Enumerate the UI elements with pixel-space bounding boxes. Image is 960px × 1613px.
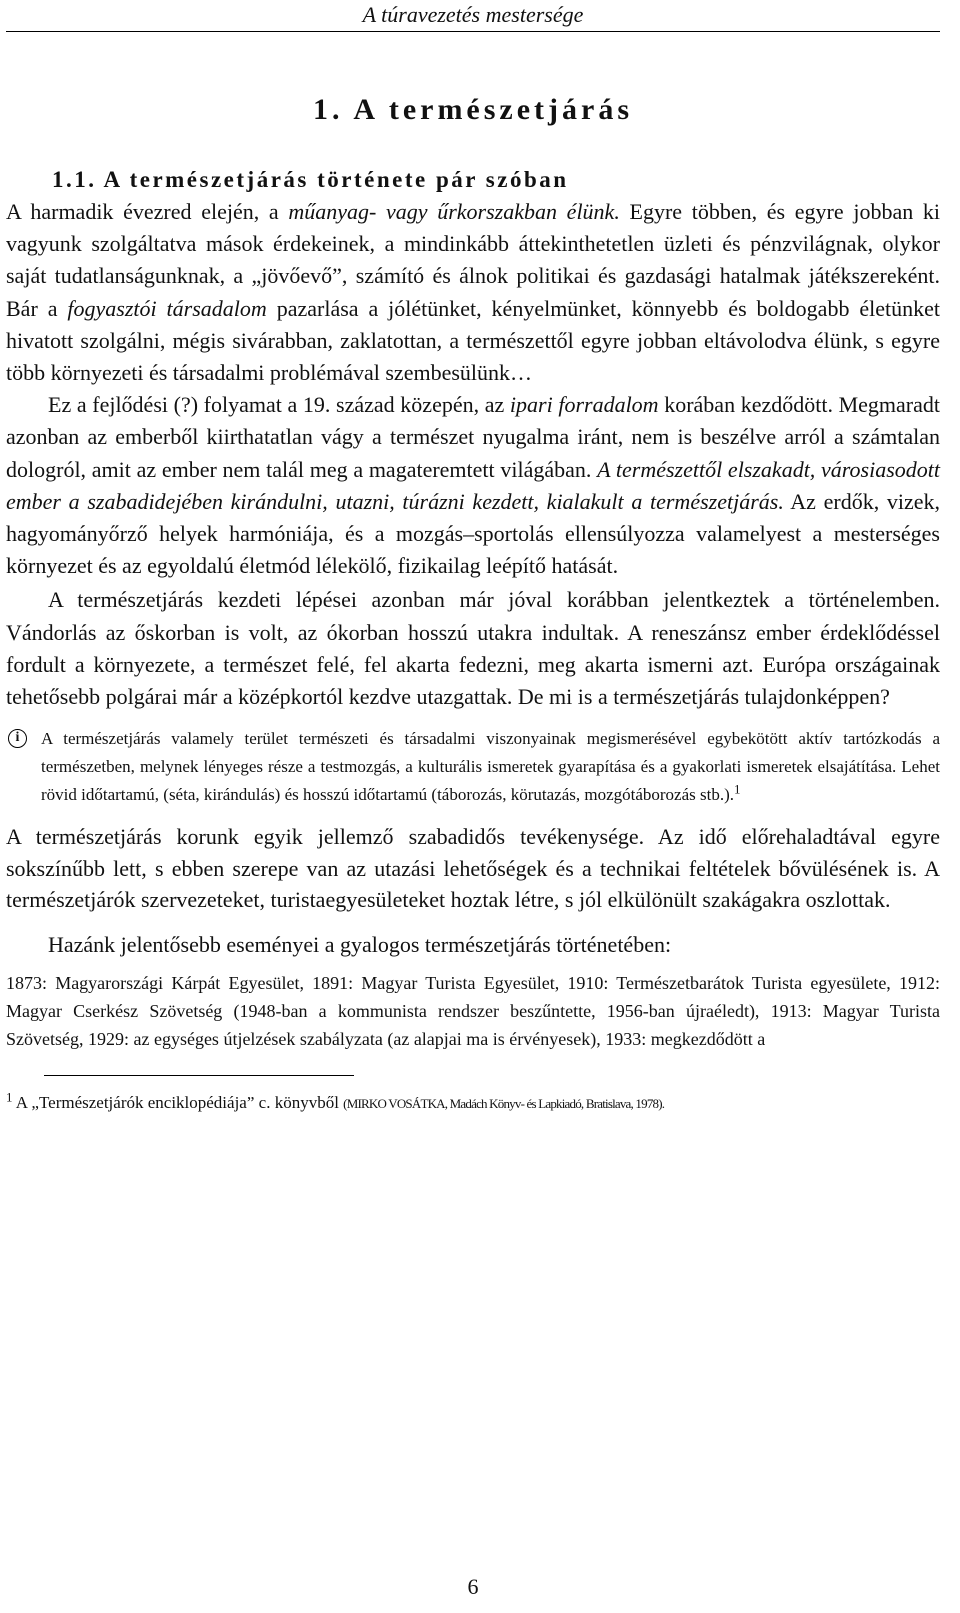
paragraph-history: A természetjárás kezdeti lépései azonban már jóval korábban jelentkeztek a történelemben. Vándorlás az őskorban is volt, az ókorban hosszú utakra indultak. A reneszánsz ember érdeklődéssel fordult a környezete, a természet felé, fel akarta fedezni, meg akarta ismerni azt. Európa országainak tehetősebb polgárai már a középkortól kezdve utazgattak. De mi is a természetjárás tulajdonképpen? (6, 587, 940, 710)
footnote (6, 1089, 940, 1115)
emphasis: műanyag- vagy űrkorszakban élünk. (288, 199, 620, 224)
footnote-divider (44, 1075, 354, 1076)
paragraph-industrial (6, 389, 940, 582)
chapter-title: 1. A természetjárás (312, 93, 634, 126)
page-number: 6 (467, 1574, 479, 1599)
text-run: Az erdők, vizek, hagyományőrző helyek harmóniája, és a mozgás–sportolás ellensúlyozza valamelyest a mesterséges környezet és az egyoldalú életmód lélekölő, fizikailag leépítő hatását. (6, 488, 941, 579)
document-page (6, 0, 941, 1599)
paragraph-intro (6, 196, 940, 389)
text-run: Egyre többen, és egyre jobban ki vagyunk szolgáltatva mások érdekeinek, a mindinkább áttekinthetetlen üzleti és pénzvilágnak, olykor saját tudatlanságunknak, a „jövőevő”, számító és álnok politikai és gazdasági hatalmak játékszereként. Bár a (6, 199, 941, 321)
emphasis: A természettől elszakadt, városiasodott ember a szabadidejében kirándulni, utazni, túrázni kezdett, kialakult a természetjárás. (6, 456, 940, 514)
running-header: A túravezetés mestersége (6, 0, 940, 32)
definition-text: A természetjárás valamely terület természeti és társadalmi viszonyainak megismerésével egybekötött aktív tartózkodás a természetben, melynek lényeges része a testmozgás, a kulturális ismeretek gyarapítása és a gyakorlati ismeretek elsajátítása. Lehet rövid időtartamú, (séta, kirándulás) és hosszú időtartamú (táborozás, körutazás, mozgótáborozás stb.). (41, 729, 940, 805)
timeline-text: 1873: Magyarországi Kárpát Egyesület, 1891: Magyar Turista Egyesület, 1910: Természetbarátok Turista egyesülete, 1912: Magyar Cserkész Szövetség (1948-ban a kommunista rendszer beszűntette, 1956-ban újraéledt), 1913: Magyar Turista Szövetség, 1929: az egységes útjelzések szabályzata (az alapjai ma is érvényesek), 1933: megkezdődött a (6, 973, 940, 1050)
section-title: 1.1. A természetjárás története pár szóban (52, 167, 569, 192)
paragraph-events-intro: Hazánk jelentősebb eseményei a gyalogos természetjárás történetében: (48, 932, 672, 958)
footnote-number: 1 (6, 1089, 13, 1105)
footnote-ref: 1 (734, 781, 741, 797)
text-run: korában kezdődött. Megmaradt azonban az emberből kiirthatatlan vágy a természet nyugalma iránt, nem is beszélve arról a számtalan dologról, amit az ember nem talál meg a magateremtett világában. (6, 392, 941, 482)
emphasis: ipari forradalom (509, 392, 659, 418)
footnote-source: (MIRKO VOSÁTKA, Madách Könyv- és Lapkiadó, Bratislava, 1978). (343, 1096, 665, 1112)
text-run: A harmadik évezred elején, a (6, 199, 289, 224)
definition-box (6, 725, 940, 809)
text-run: Ez a fejlődési (?) folyamat a 19. század közepén, az (48, 392, 510, 418)
paragraph-leisure: A természetjárás korunk egyik jellemző szabadidős tevékenysége. Az idő előrehaladtával egyre sokszínűbb lett, s ebben szerepe van az utazási lehetőségek és a technikai feltételek bővülésének is. A természetjárók szervezeteket, turistaegyesületeket hoztak létre, s jól elkülönült szakágakra oszlottak. (6, 824, 940, 913)
text-run: pazarlása a jólétünket, kényelmünket, könnyebb és boldogabb életünket hivatott szolgálni, mégis sivárabban, zaklatottan, a természettől egyre jobban eltávolodva élünk, s egyre több környezeti és társadalmi problémával szembesülünk… (6, 295, 940, 386)
emphasis: fogyasztói társadalom (67, 295, 267, 321)
info-icon: i (8, 729, 27, 748)
footnote-text: A „Természetjárók enciklopédiája” c. könyvből (12, 1093, 344, 1113)
